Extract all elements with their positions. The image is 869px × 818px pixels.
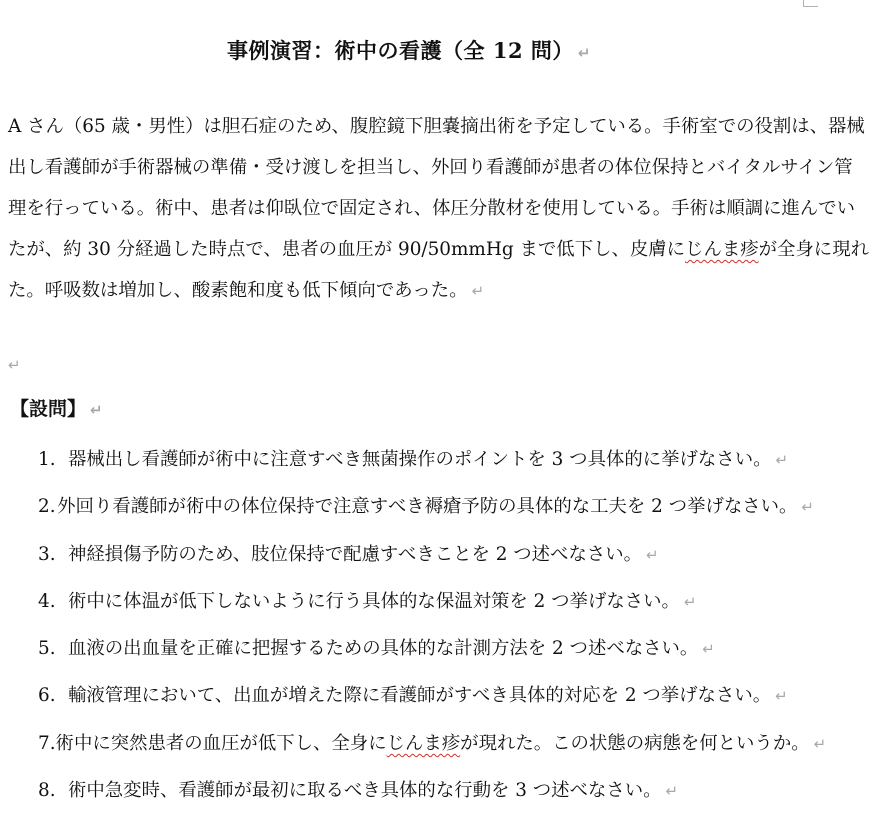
list-item[interactable] bbox=[38, 676, 814, 723]
list-item[interactable] bbox=[38, 629, 814, 676]
paragraph-mark-icon: ↵ bbox=[801, 498, 814, 517]
spellcheck-flagged-word[interactable]: じんま疹 bbox=[386, 732, 461, 754]
question-number: 6. bbox=[38, 685, 56, 707]
question-text: 輸液管理において、出血が増えた際に看護師がすべき具体的対応を 2 つ挙げなさい。 bbox=[68, 685, 772, 707]
list-item[interactable] bbox=[38, 535, 814, 582]
paragraph-mark-icon: ↵ bbox=[577, 44, 591, 62]
paragraph-mark-icon: ↵ bbox=[471, 282, 485, 300]
list-item[interactable] bbox=[38, 582, 814, 629]
question-text: 術中に体温が低下しないように行う具体的な保温対策を 2 つ挙げなさい。 bbox=[68, 590, 680, 612]
question-text: 血液の出血量を正確に把握するための具体的な計測方法を 2 つ述べなさい。 bbox=[68, 638, 699, 660]
list-item[interactable] bbox=[38, 487, 814, 534]
case-line-text: たが、約 30 分経過した時点で、患者の血圧が 90/50mmHg まで低下し、皮膚に bbox=[8, 239, 686, 260]
case-line bbox=[8, 270, 812, 312]
empty-paragraph[interactable] bbox=[8, 350, 21, 380]
paragraph-mark-icon: ↵ bbox=[775, 687, 788, 706]
question-number: 3. bbox=[38, 543, 56, 565]
question-text: が現れた。この状態の病態を何というか。 bbox=[460, 732, 810, 754]
case-paragraph[interactable] bbox=[8, 106, 869, 312]
case-line-text: が全身に現れ bbox=[758, 239, 869, 260]
paragraph-mark-icon: ↵ bbox=[8, 356, 21, 374]
case-line bbox=[8, 106, 865, 147]
question-number: 8. bbox=[38, 780, 56, 802]
list-item[interactable] bbox=[38, 440, 814, 487]
question-number: 7. bbox=[38, 732, 56, 754]
paragraph-mark-icon: ↵ bbox=[813, 734, 827, 753]
document-title[interactable] bbox=[0, 34, 818, 70]
paragraph-mark-icon: ↵ bbox=[665, 782, 679, 801]
question-text: 術中に突然患者の血圧が低下し、全身に bbox=[55, 732, 387, 754]
question-number: 1. bbox=[38, 449, 56, 470]
question-text: 外回り看護師が術中の体位保持で注意すべき褥瘡予防の具体的な工夫を 2 つ挙げなさい。 bbox=[57, 496, 798, 518]
case-line bbox=[8, 147, 853, 188]
paragraph-mark-icon: ↵ bbox=[646, 545, 659, 564]
case-line-text: た。呼吸数は増加し、酸素飽和度も低下傾向であった。 bbox=[8, 280, 468, 301]
question-text: 器械出し看護師が術中に注意すべき無菌操作のポイントを 3 つ具体的に挙げなさい。 bbox=[68, 449, 772, 470]
spellcheck-flagged-word[interactable]: じんま疹 bbox=[685, 239, 759, 260]
section-heading[interactable] bbox=[10, 391, 103, 428]
paragraph-mark-icon: ↵ bbox=[775, 451, 789, 469]
list-item[interactable] bbox=[38, 724, 827, 771]
case-line-text: 出し看護師が手術器械の準備・受け渡しを担当し、外回り看護師が患者の体位保持とバイタルサイン管 bbox=[8, 157, 853, 178]
title-text: 事例演習：術中の看護（全 12 問） bbox=[227, 38, 574, 63]
section-heading-text: 【設問】 bbox=[10, 398, 87, 420]
question-text: 術中急変時、看護師が最初に取るべき具体的な行動を 3 つ述べなさい。 bbox=[68, 780, 662, 802]
question-text: 神経損傷予防のため、肢位保持で配慮すべきことを 2 つ述べなさい。 bbox=[68, 543, 643, 565]
case-line bbox=[8, 188, 856, 229]
question-list bbox=[38, 440, 827, 818]
page-corner-mark bbox=[803, 0, 818, 7]
question-number: 4. bbox=[38, 590, 56, 612]
question-number: 5. bbox=[38, 638, 56, 660]
paragraph-mark-icon: ↵ bbox=[702, 640, 715, 659]
question-number: 2. bbox=[38, 496, 56, 518]
paragraph-mark-icon: ↵ bbox=[90, 401, 103, 419]
case-line-text: 理を行っている。術中、患者は仰臥位で固定され、体圧分散材を使用している。手術は順調に進んでい bbox=[8, 198, 856, 219]
case-line bbox=[8, 229, 869, 270]
paragraph-mark-icon: ↵ bbox=[683, 592, 697, 611]
case-line-text: A さん（65 歳・男性）は胆石症のため、腹腔鏡下胆嚢摘出術を予定している。手術室での役割は、器械 bbox=[8, 116, 865, 137]
list-item[interactable] bbox=[38, 771, 814, 818]
